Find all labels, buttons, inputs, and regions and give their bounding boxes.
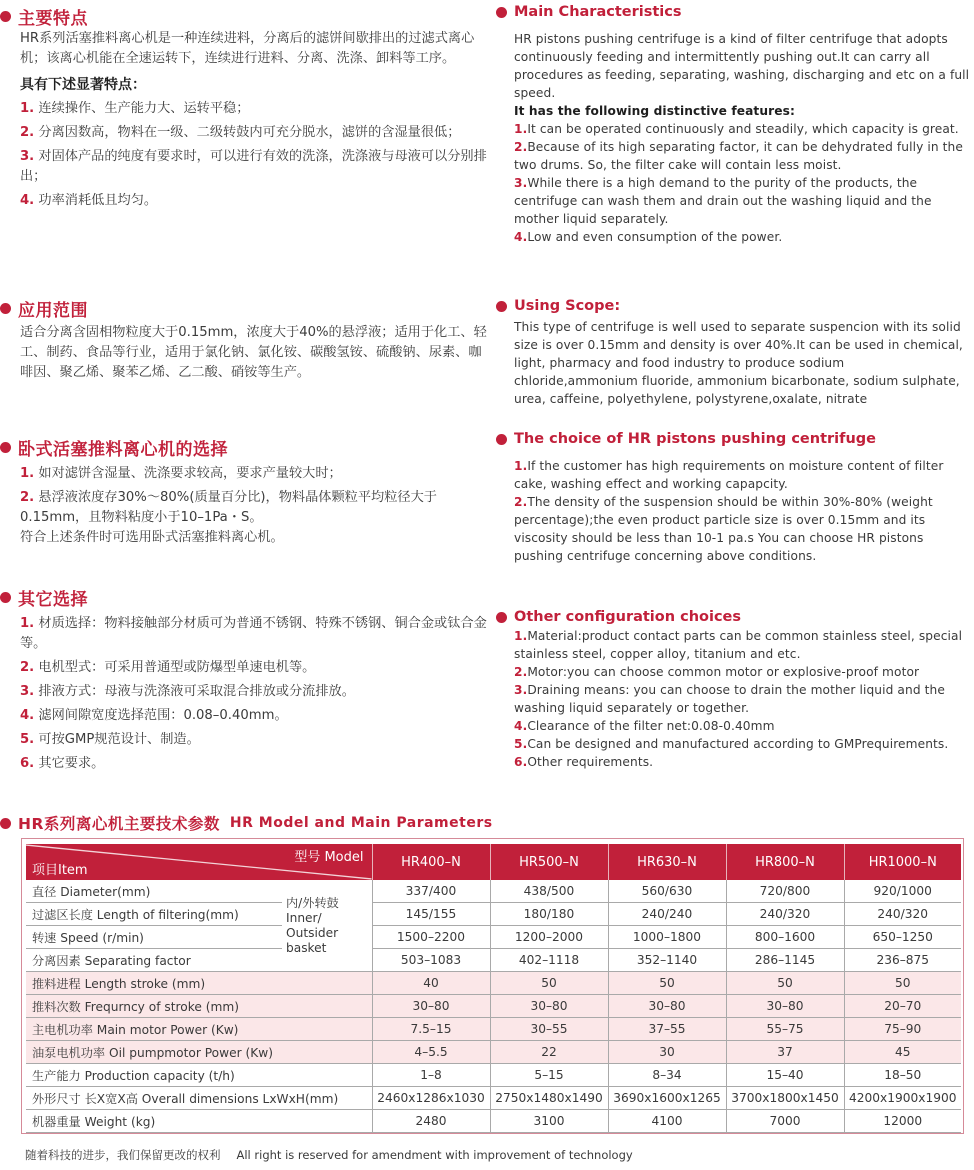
model-column-header: HR500–N xyxy=(490,844,608,880)
basket-group-label xyxy=(282,880,372,972)
row-label: 生产能力 Production capacity (t/h) xyxy=(26,1064,372,1087)
table-cell: 503–1083 xyxy=(372,949,490,972)
en-main-intro: HR pistons pushing centrifuge is a kind of filter centrifuge that adopts continuously feeding and intermittently pushing out.It can carry all procedures as feeding, separating, washing, discharging and etc on a full speed. xyxy=(514,32,970,100)
table-cell: 2750x1480x1490 xyxy=(490,1087,608,1110)
model-column-header: HR800–N xyxy=(726,844,844,880)
cn-choice-heading: 卧式活塞推料离心机的选择 xyxy=(0,435,490,460)
bullet-dot-icon xyxy=(496,612,507,623)
bullet-dot-icon xyxy=(0,442,11,453)
basket-group-line: basket xyxy=(286,940,327,955)
list-item: 1. 材质选择：物料接触部分材质可为普通不锈钢、特殊不锈钢、铜合金或钛合金等。 xyxy=(20,616,487,651)
list-item: 6.Other requirements. xyxy=(514,755,654,769)
list-item: 2.Motor:you can choose common motor or explosive-proof motor xyxy=(514,665,920,679)
bullet-dot-icon xyxy=(496,7,507,18)
row-label: 过滤区长度 Length of filtering(mm) xyxy=(26,903,282,926)
table-cell: 30–80 xyxy=(726,995,844,1018)
parameters-table-frame xyxy=(21,838,964,1134)
footer-note xyxy=(25,1147,633,1163)
bullet-dot-icon xyxy=(0,592,11,603)
table-cell: 18–50 xyxy=(844,1064,961,1087)
cn-main-heading: 主要特点 xyxy=(0,4,490,29)
cn-main-intro: HR系列活塞推料离心机是一种连续进料，分离后的滤饼间歇排出的过滤式离心机；该离心机能在全速运转下，连续进行进料、分离、洗涤、卸料等工序。 xyxy=(20,31,475,66)
table-cell: 240/320 xyxy=(726,903,844,926)
table-cell: 2480 xyxy=(372,1110,490,1133)
table-cell: 1200–2000 xyxy=(490,926,608,949)
table-cell: 1–8 xyxy=(372,1064,490,1087)
table-cell: 30 xyxy=(608,1041,726,1064)
table-row xyxy=(26,880,961,903)
corner-item-label: 项目Item xyxy=(32,863,88,878)
table-cell: 236–875 xyxy=(844,949,961,972)
en-choice-heading: The choice of HR pistons pushing centrifuge xyxy=(496,431,970,447)
table-cell: 180/180 xyxy=(490,903,608,926)
table-row xyxy=(26,972,961,995)
table-cell: 1500–2200 xyxy=(372,926,490,949)
en-main-section xyxy=(496,4,970,246)
table-row xyxy=(26,1018,961,1041)
table-cell: 800–1600 xyxy=(726,926,844,949)
table-cell: 145/155 xyxy=(372,903,490,926)
table-cell: 22 xyxy=(490,1041,608,1064)
table-row xyxy=(26,1041,961,1064)
en-other-section xyxy=(496,609,970,771)
table-cell: 1000–1800 xyxy=(608,926,726,949)
table-cell: 55–75 xyxy=(726,1018,844,1041)
table-row xyxy=(26,1064,961,1087)
table-cell: 3690x1600x1265 xyxy=(608,1087,726,1110)
list-item: 3. 排液方式：母液与洗涤液可采取混合排放或分流排放。 xyxy=(20,684,355,699)
table-row xyxy=(26,1087,961,1110)
list-item: 3.Draining means: you can choose to drain the mother liquid and the washing liquid separately or together. xyxy=(514,683,945,715)
table-cell: 50 xyxy=(726,972,844,995)
list-item: 1.Material:product contact parts can be common stainless steel, special stainless steel, copper alloy, titanium and etc. xyxy=(514,629,963,661)
cn-other-section xyxy=(0,585,490,774)
table-row xyxy=(26,903,961,926)
cn-main-section xyxy=(0,4,490,211)
table-cell: 30–80 xyxy=(372,995,490,1018)
row-label: 分离因素 Separating factor xyxy=(26,949,282,972)
row-label: 直径 Diameter(mm) xyxy=(26,880,282,903)
list-item: 3. 对固体产品的纯度有要求时，可以进行有效的洗涤，洗涤液与母液可以分别排出； xyxy=(20,149,487,184)
table-cell: 30–80 xyxy=(608,995,726,1018)
list-item: 2.Because of its high separating factor, it can be dehydrated fully in the two drums. So, the filter cake will contain less moist. xyxy=(514,140,963,172)
en-choice-section xyxy=(496,431,970,565)
en-other-heading: Other configuration choices xyxy=(496,609,970,625)
table-cell: 50 xyxy=(490,972,608,995)
table-heading xyxy=(0,812,974,834)
corner-header-cell xyxy=(26,844,372,880)
cn-scope-heading: 应用范围 xyxy=(0,296,490,321)
table-cell: 50 xyxy=(608,972,726,995)
list-item: 1.If the customer has high requirements on moisture content of filter cake, washing effect and working capapcity. xyxy=(514,459,944,491)
en-main-heading: Main Characteristics xyxy=(496,4,970,20)
cn-scope-text: 适合分离含固相物粒度大于0.15mm，浓度大于40%的悬浮液；适用于化工、轻工、制药、食品等行业，适用于氯化钠、氯化铵、碳酸氢铵、硫酸钠、尿素、咖啡因、聚乙烯、聚苯乙烯、乙二酸、硝铵等生产。 xyxy=(20,325,487,380)
list-item: 2. 电机型式：可采用普通型或防爆型单速电机等。 xyxy=(20,660,316,675)
table-cell: 240/320 xyxy=(844,903,961,926)
cn-main-list xyxy=(20,99,490,211)
cn-main-subtitle: 具有下述显著特点： xyxy=(20,77,146,93)
table-cell: 286–1145 xyxy=(726,949,844,972)
row-label: 外形尺寸 长X宽X高 Overall dimensions LxWxH(mm) xyxy=(26,1087,372,1110)
list-item: 2. 分离因数高，物料在一级、二级转鼓内可充分脱水，滤饼的含湿量很低； xyxy=(20,125,461,140)
cn-choice-section xyxy=(0,435,490,548)
table-row xyxy=(26,949,961,972)
row-label: 机器重量 Weight (kg) xyxy=(26,1110,372,1133)
bullet-dot-icon xyxy=(0,303,11,314)
list-item: 1. 如对滤饼含湿量、洗涤要求较高，要求产量较大时； xyxy=(20,466,342,481)
corner-model-label: 型号 Model xyxy=(294,850,364,865)
footer-note-en: All right is reserved for amendment with improvement of technology xyxy=(236,1148,633,1162)
row-label: 推料进程 Length stroke (mm) xyxy=(26,972,372,995)
table-cell: 438/500 xyxy=(490,880,608,903)
table-cell: 5–15 xyxy=(490,1064,608,1087)
table-title-en: HR Model and Main Parameters xyxy=(229,815,493,831)
table-cell: 920/1000 xyxy=(844,880,961,903)
list-item: 3.While there is a high demand to the purity of the products, the centrifuge can wash them and drain out the washing liquid and the mother liquid separately. xyxy=(514,176,932,226)
model-column-header: HR1000–N xyxy=(844,844,961,880)
cn-choice-conclusion: 符合上述条件时可选用卧式活塞推料离心机。 xyxy=(20,530,284,545)
list-item: 5. 可按GMP规范设计、制造。 xyxy=(20,732,200,747)
table-title-cn: HR系列离心机主要技术参数 xyxy=(18,815,220,833)
basket-group-line: Outsider xyxy=(286,925,339,940)
row-label: 油泵电机功率 Oil pumpmotor Power (Kw) xyxy=(26,1041,372,1064)
en-main-subtitle: It has the following distinctive features: xyxy=(514,104,795,118)
list-item: 4.Clearance of the filter net:0.08-0.40mm xyxy=(514,719,775,733)
list-item: 6. 其它要求。 xyxy=(20,756,105,771)
table-cell: 45 xyxy=(844,1041,961,1064)
table-cell: 240/240 xyxy=(608,903,726,926)
list-item: 4. 功率消耗低且均匀。 xyxy=(20,193,158,208)
table-cell: 8–34 xyxy=(608,1064,726,1087)
en-scope-heading: Using Scope: xyxy=(496,298,970,314)
en-scope-text: This type of centrifuge is well used to separate suspencion with its solid size is over 0.15mm and density is over 40%.It can be used in chemical, light, pharmacy and food industry to produce sodium chloride,ammonium fluoride, ammonium bicarbonate, sodium sulphate, urea, caffeine, polyethylene, polystyrene,oxalate, nitrate xyxy=(514,320,963,406)
table-row xyxy=(26,995,961,1018)
table-cell: 12000 xyxy=(844,1110,961,1133)
table-cell: 720/800 xyxy=(726,880,844,903)
bullet-dot-icon xyxy=(496,434,507,445)
table-row xyxy=(26,926,961,949)
list-item: 1. 连续操作、生产能力大、运转平稳； xyxy=(20,101,250,116)
table-cell: 7.5–15 xyxy=(372,1018,490,1041)
footer-note-cn: 随着科技的进步，我们保留更改的权利 xyxy=(25,1148,221,1162)
row-label: 转速 Speed (r/min) xyxy=(26,926,282,949)
table-cell: 650–1250 xyxy=(844,926,961,949)
list-item: 2. 悬浮液浓度存30%～80%(质量百分比)，物料晶体颗粒平均粒径大于0.15mm，且物料粘度小于10–1Pa・S。 xyxy=(20,490,437,525)
en-scope-section xyxy=(496,298,970,408)
list-item: 4.Low and even consumption of the power. xyxy=(514,230,783,244)
parameters-table xyxy=(26,844,961,1133)
table-cell: 7000 xyxy=(726,1110,844,1133)
basket-group-line: 内/外转鼓 xyxy=(286,895,339,910)
list-item: 1.It can be operated continuously and steadily, which capacity is great. xyxy=(514,122,959,136)
table-cell: 30–55 xyxy=(490,1018,608,1041)
table-cell: 560/630 xyxy=(608,880,726,903)
bullet-dot-icon xyxy=(0,11,11,22)
table-cell: 37 xyxy=(726,1041,844,1064)
table-cell: 3100 xyxy=(490,1110,608,1133)
table-cell: 50 xyxy=(844,972,961,995)
table-cell: 20–70 xyxy=(844,995,961,1018)
row-label: 推料次数 Frequrncy of stroke (mm) xyxy=(26,995,372,1018)
table-row xyxy=(26,1110,961,1133)
table-cell: 337/400 xyxy=(372,880,490,903)
table-cell: 3700x1800x1450 xyxy=(726,1087,844,1110)
row-label: 主电机功率 Main motor Power (Kw) xyxy=(26,1018,372,1041)
table-cell: 4200x1900x1900 xyxy=(844,1087,961,1110)
table-cell: 30–80 xyxy=(490,995,608,1018)
table-header-row xyxy=(26,844,961,880)
table-cell: 4100 xyxy=(608,1110,726,1133)
table-cell: 75–90 xyxy=(844,1018,961,1041)
list-item: 5.Can be designed and manufactured according to GMPrequirements. xyxy=(514,737,949,751)
table-cell: 2460x1286x1030 xyxy=(372,1087,490,1110)
table-cell: 4–5.5 xyxy=(372,1041,490,1064)
table-cell: 352–1140 xyxy=(608,949,726,972)
table-cell: 402–1118 xyxy=(490,949,608,972)
bullet-dot-icon xyxy=(0,818,11,829)
model-column-header: HR630–N xyxy=(608,844,726,880)
model-column-header: HR400–N xyxy=(372,844,490,880)
bullet-dot-icon xyxy=(496,301,507,312)
list-item: 4. 滤网间隙宽度选择范围：0.08–0.40mm。 xyxy=(20,708,288,723)
table-cell: 37–55 xyxy=(608,1018,726,1041)
list-item: 2.The density of the suspension should be within 30%-80% (weight percentage);the even product particle size is over 0.15mm and its viscosity should be less than 10-1 pa.s You can choose HR pistons pushing centrifuge concerning above conditions. xyxy=(514,495,933,563)
basket-group-line: Inner/ xyxy=(286,910,322,925)
table-cell: 15–40 xyxy=(726,1064,844,1087)
table-cell: 40 xyxy=(372,972,490,995)
cn-scope-section xyxy=(0,296,490,383)
cn-other-heading: 其它选择 xyxy=(0,585,490,610)
